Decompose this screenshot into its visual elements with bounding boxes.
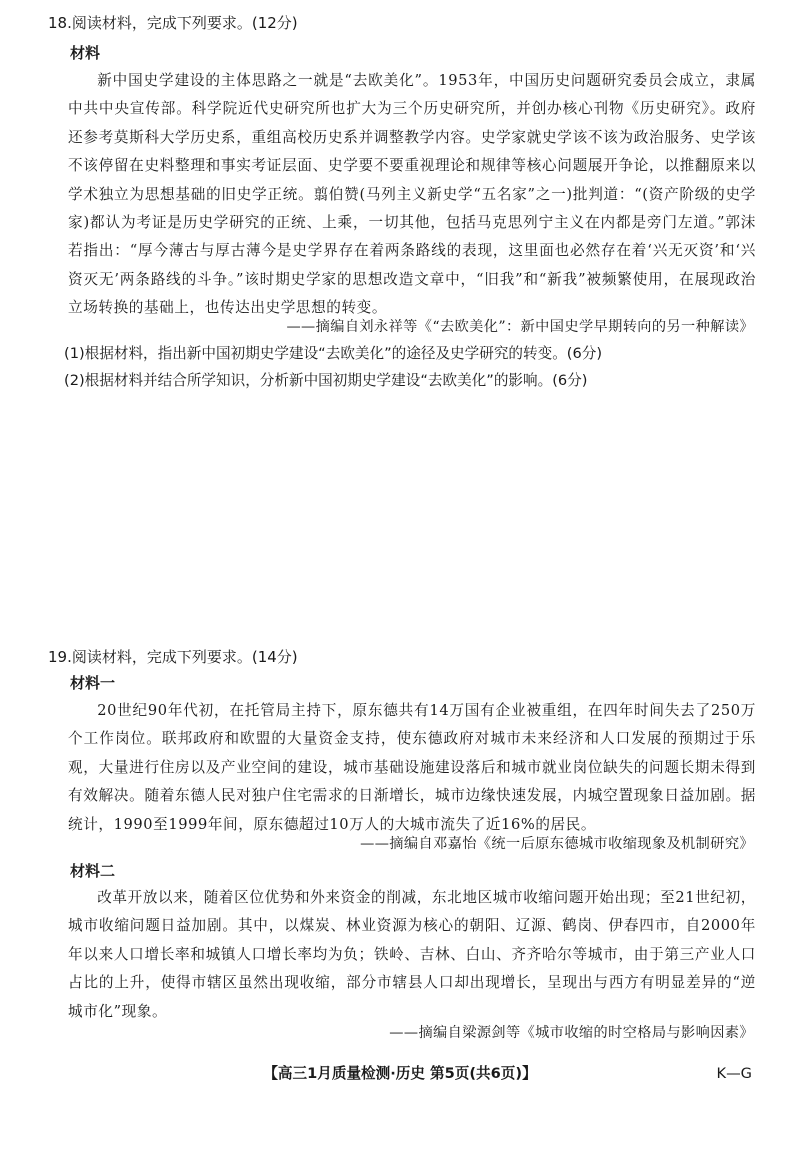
footer-paper-code: K—G: [716, 1065, 752, 1082]
question-19-title: 19.阅读材料，完成下列要求。(14分): [48, 648, 298, 666]
question-19-material-2-source: ——摘编自梁源剑等《城市收缩的时空格局与影响因素》: [389, 1025, 754, 1041]
footer-exam-info: 【高三1月质量检测·历史 第5页(共6页)】: [263, 1065, 537, 1082]
question-18-sub-question-1: (1)根据材料，指出新中国初期史学建设“去欧美化”的途径及史学研究的转变。(6分): [64, 345, 603, 362]
page-footer: [0, 1062, 800, 1086]
question-19-material-1-source: ——摘编自邓嘉怡《统一后原东德城市收缩现象及机制研究》: [360, 836, 754, 852]
question-18-title: 18.阅读材料，完成下列要求。(12分): [48, 14, 298, 32]
question-18-material-label: 材料: [70, 44, 101, 62]
question-19-material-2-label: 材料二: [70, 862, 116, 880]
question-18-sub-question-2: (2)根据材料并结合所学知识，分析新中国初期史学建设“去欧美化”的影响。(6分): [64, 372, 588, 389]
question-18-material-text: 新中国史学建设的主体思路之一就是“去欧美化”。1953年，中国历史问题研究委员会成立，隶属中共中央宣传部。科学院近代史研究所也扩大为三个历史研究所，并创办核心刊物《历史研究》。政府还参考莫斯科大学历史系，重组高校历史系并调整教学内容。史学家就史学该不该为政治服务、史学该不该停留在史料整理和事实考证层面、史学要不要重视理论和规律等核心问题展开争论，以推翻原来以学术独立为思想基础的旧史学正统。翦伯赞(马列主义新史学“五名家”之一)批判道：“(资产阶级的史学家)都认为考证是历史学研究的正统、上乘，一切其他，包括马克思列宁主义在内都是旁门左道。”郭沫若指出：“厚今薄古与厚古薄今是史学界存在着两条路线的表现，这里面也必然存在着‘兴无灭资’和‘兴资灭无’两条路线的斗争。”该时期史学家的思想改造文章中，“旧我”和“新我”被频繁使用，在展现政治立场转换的基础上，也传达出史学思想的转变。: [68, 72, 756, 317]
question-19-material-1-label: 材料一: [70, 674, 116, 692]
question-18-source: ——摘编自刘永祥等《“去欧美化”：新中国史学早期转向的另一种解读》: [286, 319, 754, 335]
question-19-material-2-text: 改革开放以来，随着区位优势和外来资金的削减，东北地区城市收缩问题开始出现；至21世纪初，城市收缩问题日益加剧。其中，以煤炭、林业资源为核心的朝阳、辽源、鹤岗、伊春四市，自2000年年以来人口增长率和城镇人口增长率均为负；铁岭、吉林、白山、齐齐哈尔等城市，由于第三产业人口占比的上升，使得市辖区虽然出现收缩，部分市辖县人口却出现增长，呈现出与西方有明显差异的“逆城市化”现象。: [68, 889, 756, 1020]
question-19-material-1-text: 20世纪90年代初，在托管局主持下，原东德共有14万国有企业被重组，在四年时间失去了250万个工作岗位。联邦政府和欧盟的大量资金支持，使东德政府对城市未来经济和人口发展的预期过于乐观，大量进行住房以及产业空间的建设，城市基础设施建设落后和城市就业岗位缺失的问题长期未得到有效解决。随着东德人民对独户住宅需求的日渐增长，城市边缘快速发展，内城空置现象日益加剧。据统计，1990至1999年间，原东德超过10万人的大城市流失了近16%的居民。: [68, 702, 756, 833]
